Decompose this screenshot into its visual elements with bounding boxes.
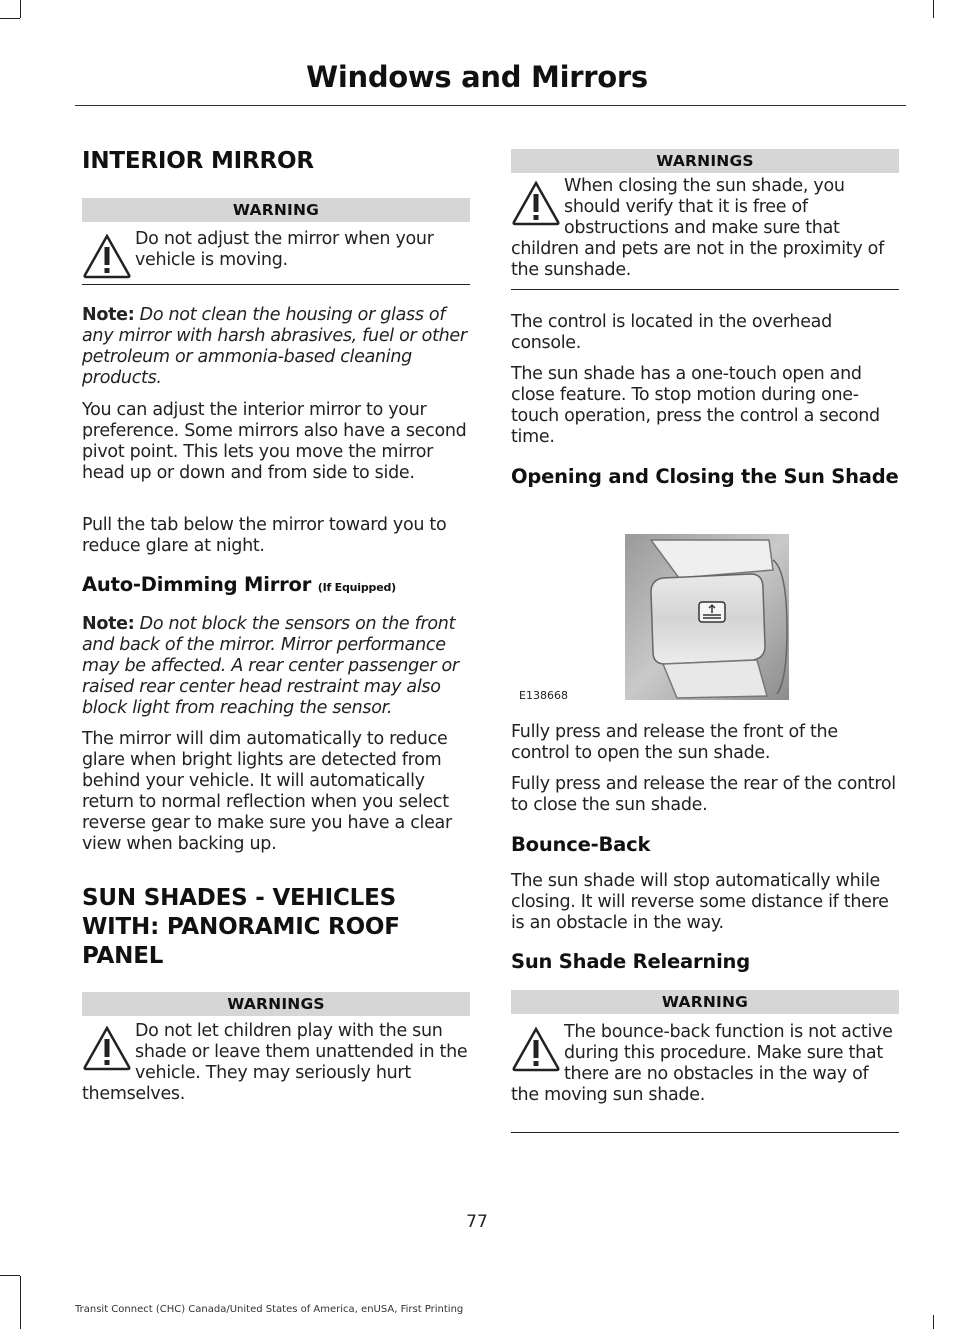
crop-mark <box>20 0 21 18</box>
subsection-title-relearning: Sun Shade Relearning <box>511 950 750 973</box>
warning-label: WARNING <box>82 198 470 222</box>
warning-text-block <box>511 173 899 289</box>
note-label: Note: <box>82 614 135 634</box>
warning-text: Do not let children play with the sun shade or leave them unattended in the vehicle. They may seriously hurt themselves. <box>82 1021 468 1104</box>
subsection-title-bounce-back: Bounce-Back <box>511 833 651 856</box>
warning-label: WARNINGS <box>511 149 899 173</box>
section-title-sun-shades: SUN SHADES - VEHICLES WITH: PANORAMIC ROOF PANEL <box>82 885 400 969</box>
warning-text-block <box>511 1014 899 1132</box>
note-paragraph <box>82 614 470 719</box>
warning-text: The bounce-back function is not active during this procedure. Make sure that there are no obstacles in the way of the moving sun shade. <box>511 1022 893 1105</box>
warning-box <box>82 992 470 1105</box>
title-divider <box>75 105 906 106</box>
body-paragraph: Pull the tab below the mirror toward you to reduce glare at night. <box>82 515 447 556</box>
warning-text: When closing the sun shade, you should verify that it is free of obstructions and make sure that children and pets are not in the proximity of the sunshade. <box>511 176 884 280</box>
warning-box <box>511 149 899 290</box>
subsection-qualifier: (If Equipped) <box>317 581 396 594</box>
warning-text-block <box>82 1016 470 1105</box>
body-paragraph: You can adjust the interior mirror to your preference. Some mirrors also have a second pivot point. This lets you move the mirror head up or down and from side to side. <box>82 400 467 483</box>
crop-mark <box>933 1315 934 1329</box>
warning-text: Do not adjust the mirror when your vehicle is moving. <box>135 229 434 270</box>
warning-divider <box>82 284 470 285</box>
body-paragraph: The sun shade will stop automatically while closing. It will reverse some distance if there is an obstacle in the way. <box>511 871 889 933</box>
crop-mark <box>0 1275 20 1276</box>
crop-mark <box>933 0 934 18</box>
warning-box <box>82 198 470 285</box>
subsection-title-auto-dimming <box>82 574 470 598</box>
warning-divider <box>511 1132 899 1133</box>
body-paragraph: Fully press and release the front of the control to open the sun shade. <box>511 722 838 763</box>
body-paragraph: Fully press and release the rear of the control to close the sun shade. <box>511 774 896 815</box>
warning-triangle-icon <box>511 1026 561 1072</box>
warning-triangle-icon <box>82 1025 132 1071</box>
warning-label: WARNINGS <box>82 992 470 1016</box>
warning-box <box>511 990 899 1133</box>
subsection-title-opening-closing: Opening and Closing the Sun Shade <box>511 465 899 488</box>
warning-triangle-icon <box>511 180 561 226</box>
subsection-title-text: Auto-Dimming Mirror <box>82 573 312 596</box>
body-paragraph: The sun shade has a one-touch open and close feature. To stop motion during one-touch operation, press the control a second time. <box>511 364 880 447</box>
warning-triangle-icon <box>82 233 132 279</box>
sunshade-control-illustration <box>511 530 899 706</box>
crop-mark <box>0 18 20 19</box>
note-text: Do not block the sensors on the front and back of the mirror. Mirror performance may be affected. A rear center passenger or raised rear center head restraint may also block light from reaching the sensor. <box>82 614 459 718</box>
warning-label: WARNING <box>511 990 899 1014</box>
page-title: Windows and Mirrors <box>306 60 648 94</box>
body-paragraph: The control is located in the overhead console. <box>511 312 832 353</box>
figure-id: E138668 <box>519 689 568 702</box>
page-number: 77 <box>466 1212 488 1232</box>
section-title-interior-mirror: INTERIOR MIRROR <box>82 148 314 174</box>
crop-mark <box>20 1276 21 1329</box>
note-paragraph <box>82 305 470 389</box>
panel-ridge-bottom <box>663 660 767 698</box>
warning-divider <box>511 289 899 290</box>
note-label: Note: <box>82 305 135 325</box>
warning-text-block <box>82 222 470 284</box>
sunshade-control-figure <box>511 530 899 706</box>
footer-text: Transit Connect (CHC) Canada/United States of America, enUSA, First Printing <box>75 1304 464 1315</box>
body-paragraph: The mirror will dim automatically to reduce glare when bright lights are detected from behind your vehicle. It will automatically return to normal reflection when you select reverse gear to make sure you have a clear view when backing up. <box>82 729 452 854</box>
note-text: Do not clean the housing or glass of any mirror with harsh abrasives, fuel or other petroleum or ammonia-based cleaning products. <box>82 305 467 388</box>
